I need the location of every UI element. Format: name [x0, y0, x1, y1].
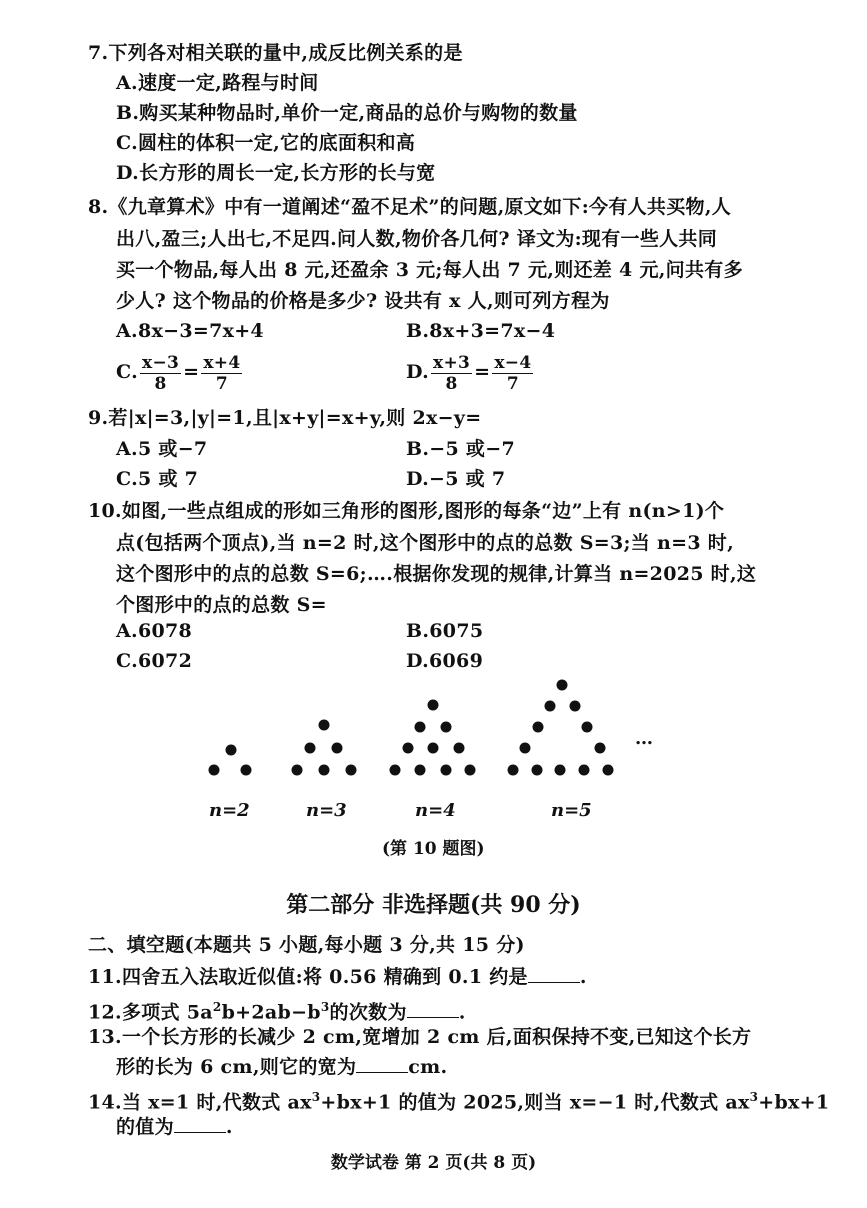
q9-option-d: D.−5 或 7	[406, 468, 506, 490]
q11: 11.四舍五入法取近似值:将 0.56 精确到 0.1 约是 .	[88, 966, 587, 988]
q12: 12.多项式 $5a^2b+2ab-b^3$的次数为 .	[88, 1000, 466, 1024]
q7-stem: 7.下列各对相关联的量中,成反比例关系的是	[88, 42, 463, 64]
figure-label-n2: n=2	[209, 800, 250, 821]
q13-line-2: 形的长为 6 cm,则它的宽为 cm.	[116, 1056, 448, 1078]
q8-option-c: C. $\frac{x-3}{8}$ = $\frac{x+4}{7}$	[116, 352, 241, 394]
q10-option-b: B.6075	[406, 620, 484, 642]
q10-option-c: C.6072	[116, 650, 193, 672]
triangle-n5	[508, 680, 614, 776]
q8-option-d: D. $\frac{x+3}{8}$ = $\frac{x-4}{7}$	[406, 352, 532, 394]
q8-line-4: 少人? 这个物品的价格是多少? 设共有 x 人,则可列方程为	[116, 290, 610, 312]
q13-line-1: 13.一个长方形的长减少 2 cm,宽增加 2 cm 后,面积保持不变,已知这个长方	[88, 1026, 752, 1048]
q9-option-c: C.5 或 7	[116, 468, 199, 490]
page-footer: 数学试卷 第 2 页(共 8 页)	[330, 1153, 537, 1173]
q12-answer-blank[interactable]	[407, 999, 459, 1018]
figure-caption: (第 10 题图)	[382, 839, 485, 859]
part-two-title: 第二部分 非选择题(共 90 分)	[286, 892, 581, 918]
q10-line-2: 点(包括两个顶点),当 n=2 时,这个图形中的点的总数 S=3;当 n=3 时,	[116, 532, 734, 554]
q14-answer-blank[interactable]	[174, 1114, 226, 1133]
q8-option-b: B.8x+3=7x−4	[406, 320, 556, 342]
q10-option-d: D.6069	[406, 650, 484, 672]
q8-option-a: A.8x−3=7x+4	[116, 320, 264, 342]
section-fill-in-heading: 二、填空题(本题共 5 小题,每小题 3 分,共 15 分)	[88, 934, 525, 956]
q14-line-2: 的值为 .	[116, 1116, 233, 1138]
triangle-n4	[390, 700, 476, 776]
q8-line-1: 8.《九章算术》中有一道阐述“盈不足术”的问题,原文如下:今有人共买物,人	[88, 196, 732, 218]
q10-option-a: A.6078	[116, 620, 193, 642]
q10-line-4: 个图形中的点的总数 S=	[116, 594, 327, 616]
q9-option-a: A.5 或−7	[116, 438, 208, 460]
triangle-n3	[292, 720, 357, 776]
figure-label-n4: n=4	[415, 800, 456, 821]
q10-line-1: 10.如图,一些点组成的形如三角形的图形,图形的每条“边”上有 n(n>1)个	[88, 500, 725, 522]
q8-line-2: 出八,盈三;人出七,不足四.问人数,物价各几何? 译文为:现有一些人共同	[116, 228, 718, 250]
q14-line-1: 14.当 x=1 时,代数式 $ax^3+bx+1$ 的值为 2025,则当 x=−1 时,代数式 $ax^3+bx+1$	[88, 1090, 830, 1114]
q7-option-b: B.购买某种物品时,单价一定,商品的总价与购物的数量	[116, 102, 578, 124]
q8-line-3: 买一个物品,每人出 8 元,还盈余 3 元;每人出 7 元,则还差 4 元,问共有多	[116, 259, 743, 281]
figure-label-n5: n=5	[551, 800, 592, 821]
q10-line-3: 这个图形中的点的总数 S=6;….根据你发现的规律,计算当 n=2025 时,这	[116, 563, 757, 585]
q11-answer-blank[interactable]	[528, 964, 580, 983]
q9-stem: 9.若|x|=3,|y|=1,且|x+y|=x+y,则 2x−y=	[88, 407, 482, 429]
figure-label-n3: n=3	[306, 800, 347, 821]
figure-ellipsis: …	[635, 728, 653, 749]
q7-option-c: C.圆柱的体积一定,它的底面积和高	[116, 132, 416, 154]
triangle-n2	[209, 745, 252, 776]
q7-option-d: D.长方形的周长一定,长方形的长与宽	[116, 162, 436, 184]
q13-answer-blank[interactable]	[356, 1054, 408, 1073]
q9-option-b: B.−5 或−7	[406, 438, 515, 460]
q7-option-a: A.速度一定,路程与时间	[116, 72, 319, 94]
dot-triangle-figure	[0, 670, 867, 800]
